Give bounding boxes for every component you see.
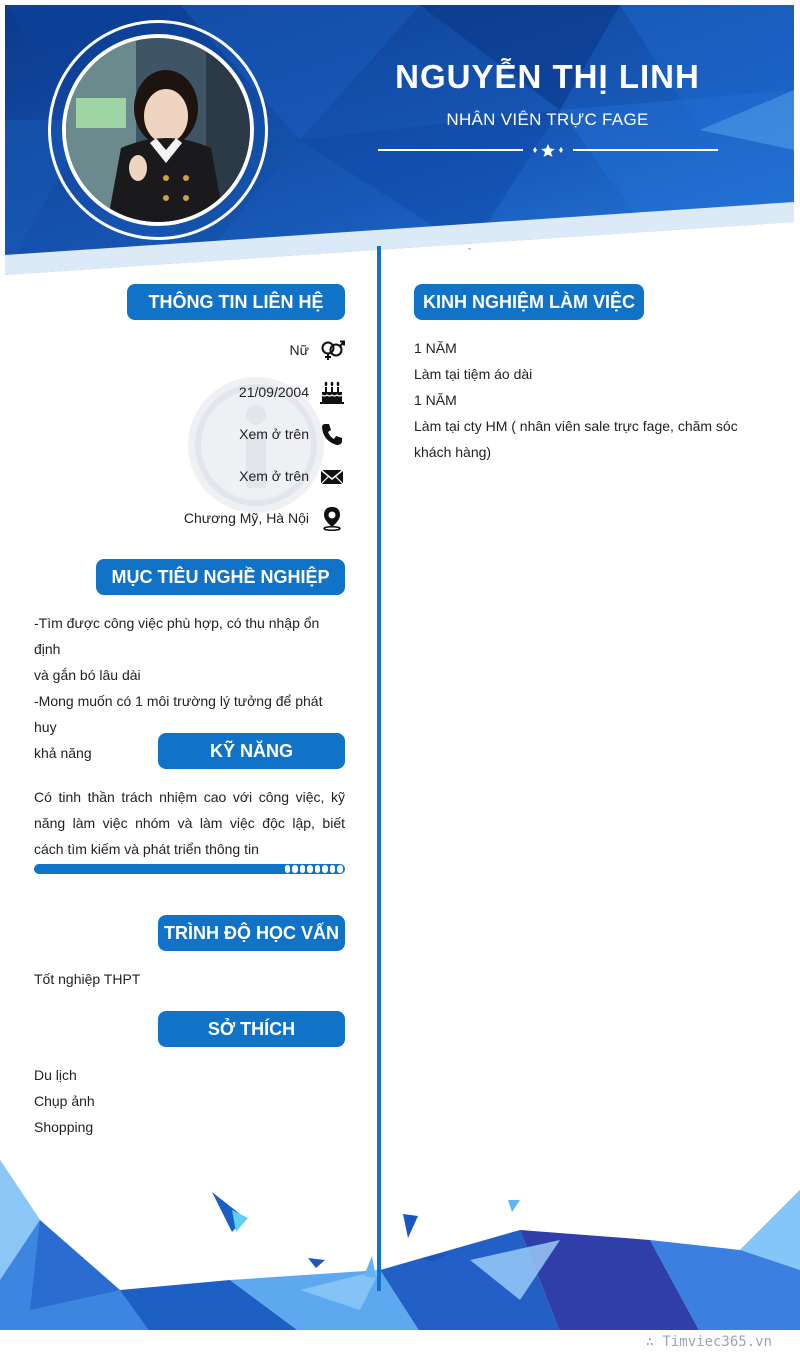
watermark-logo-icon: ∴ (645, 1334, 663, 1350)
contact-phone (239, 419, 345, 449)
title-divider-stars (378, 140, 718, 160)
experience-description: Làm tại tiệm áo dài (414, 366, 533, 382)
objective-line: -Tìm được công việc phù hợp, có thu nhập ổn định (34, 615, 320, 657)
contact-birthday-value: 21/09/2004 (238, 384, 309, 400)
education-heading: TRÌNH ĐỘ HỌC VẤN (158, 915, 345, 951)
education-text: Tốt nghiệp THPT (34, 971, 141, 987)
skill-level-bar (34, 864, 345, 874)
contact-email-value: Xem ở trên (239, 468, 309, 484)
contact-email (239, 461, 345, 491)
footer-decoration (0, 1160, 800, 1332)
hobby-item: Chụp ảnh (34, 1093, 95, 1109)
contact-heading: THÔNG TIN LIÊN HỆ (127, 284, 345, 320)
watermark-text: Timviec365.vn (662, 1334, 772, 1350)
skills-text: Có tinh thần trách nhiệm cao với công việc, kỹ năng làm việc nhóm và làm việc độc lập, biết cách tìm kiếm và phát triển thông tin (34, 789, 345, 857)
experience-heading: KINH NGHIỆM LÀM VIỆC (414, 284, 644, 320)
portrait-photo (66, 38, 254, 226)
avatar (62, 34, 254, 226)
phone-icon (319, 421, 345, 447)
birthday-cake-icon (319, 379, 345, 405)
experience-duration: 1 NĂM (414, 340, 457, 356)
hobby-item: Du lịch (34, 1067, 77, 1083)
hobbies-list (34, 1062, 345, 1140)
candidate-name: NGUYỄN THỊ LINH (395, 58, 700, 95)
contact-birthday (239, 377, 345, 407)
experience-duration: 1 NĂM (414, 392, 457, 408)
skill-level-fill (34, 864, 283, 874)
objective-line: khả năng (34, 745, 92, 761)
objective-line: -Mong muốn có 1 môi trường lý tưởng để phát huy (34, 693, 323, 735)
column-divider (377, 246, 381, 1291)
skills-heading: KỸ NĂNG (158, 733, 345, 769)
job-title: NHÂN VIÊN TRỰC FAGE (446, 110, 649, 129)
gender-icon (319, 337, 345, 363)
skill-level-remainder (283, 864, 345, 874)
hobby-item: Shopping (34, 1119, 94, 1135)
contact-gender-value: Nữ (289, 342, 309, 358)
site-watermark (646, 1334, 772, 1350)
column-divider-end (377, 1160, 381, 1291)
email-icon (319, 463, 345, 489)
contact-gender (290, 335, 345, 365)
objective-line: và gắn bó lâu dài (34, 667, 141, 683)
experience-description: Làm tại cty HM ( nhân viên sale trực fage, chăm sóc khách hàng) (414, 418, 738, 460)
objective-heading: MỤC TIÊU NGHỀ NGHIỆP (96, 559, 345, 595)
contact-address-value: Chương Mỹ, Hà Nội (183, 510, 309, 526)
contact-address (184, 503, 345, 533)
hobbies-heading: SỞ THÍCH (158, 1011, 345, 1047)
location-pin-icon (319, 505, 345, 531)
contact-phone-value: Xem ở trên (239, 426, 309, 442)
